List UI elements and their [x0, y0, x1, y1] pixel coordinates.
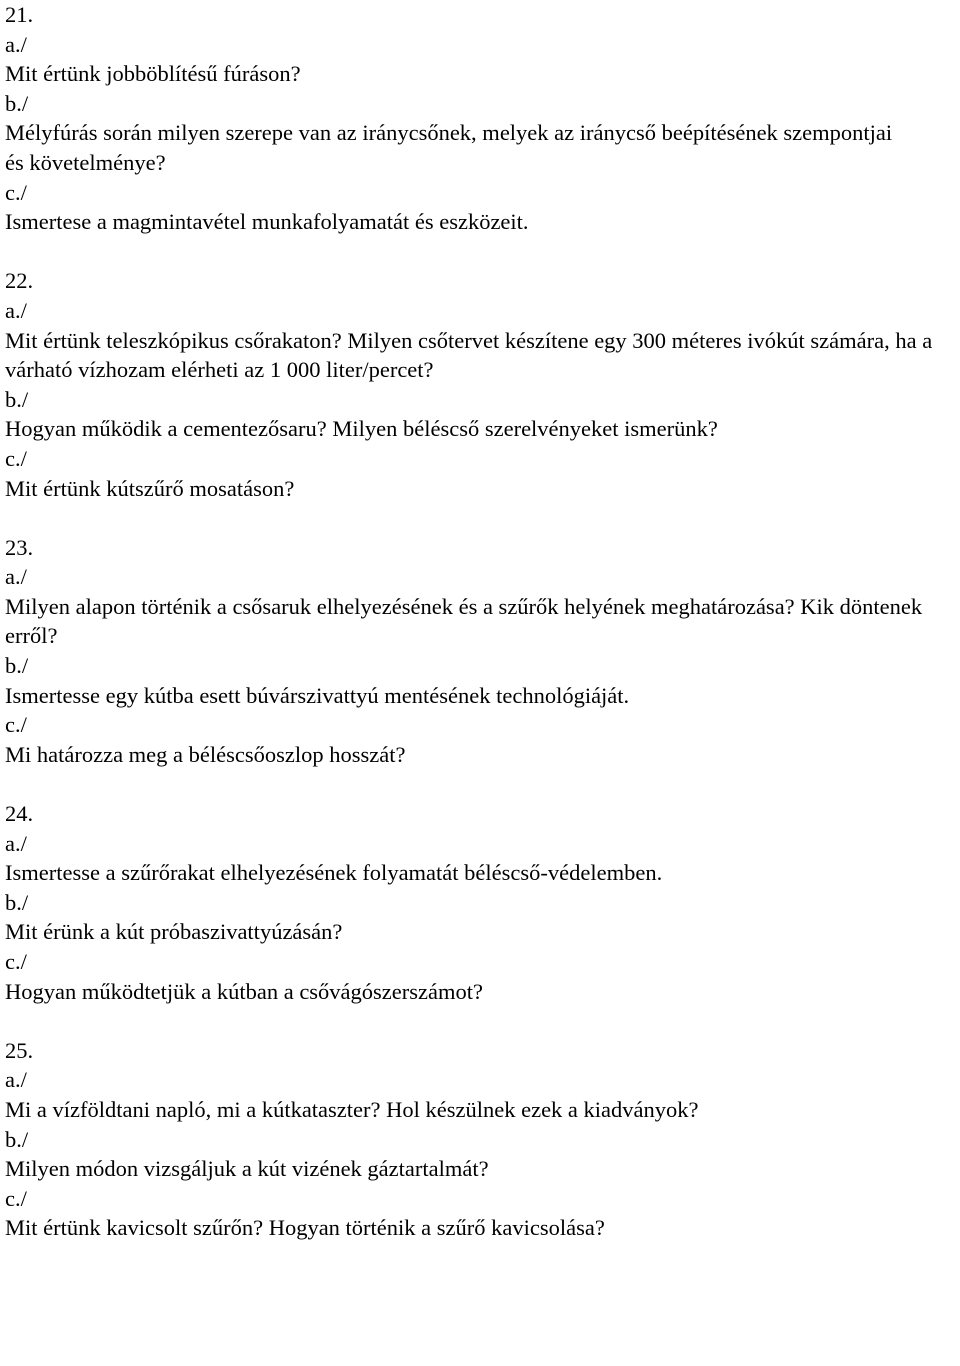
- part-text: Ismertesse a szűrőrakat elhelyezésének folyamatát béléscső-védelemben.: [5, 860, 663, 886]
- part-label: a./: [5, 31, 27, 57]
- part-text: Milyen alapon történik a csősaruk elhelyezésének és a szűrők helyének meghatározása? Kik döntenek erről?: [5, 593, 923, 649]
- part-text: Ismertesse egy kútba esett búvárszivattyú mentésének technológiáját.: [5, 682, 630, 708]
- part-label: b./: [5, 653, 29, 679]
- part-text: Mi a vízföldtani napló, mi a kútkataszter? Hol készülnek ezek a kiadványok?: [5, 1096, 699, 1122]
- part-text: Mélyfúrás során milyen szerepe van az iránycsőnek, melyek az iránycső beépítésének szempontjai és követelménye?: [5, 120, 893, 175]
- part-label: c./: [5, 949, 27, 974]
- part-text: Mit értünk jobböblítésű fúráson?: [5, 61, 301, 87]
- part-label: a./: [5, 830, 27, 856]
- part-label: c./: [5, 712, 27, 738]
- question-block-21: [5, 0, 955, 237]
- part-label: b./: [5, 90, 29, 116]
- question-number: 25.: [5, 1037, 34, 1063]
- part-label: b./: [5, 386, 29, 412]
- part-label: b./: [5, 1126, 29, 1152]
- question-block-23: [5, 533, 955, 770]
- part-text: Mit értünk kavicsolt szűrőn? Hogyan történik a szűrő kavicsolása?: [5, 1215, 605, 1241]
- question-number: 23.: [5, 534, 34, 560]
- part-text: Mit értünk teleszkópikus csőrakaton? Milyen csőtervet készítene egy 300 méteres ivókút számára, ha a várható vízhozam elérheti az 1 000 liter/percet?: [5, 327, 933, 383]
- question-block-22: [5, 266, 955, 503]
- part-label: c./: [5, 179, 27, 205]
- part-label: a./: [5, 297, 27, 323]
- part-label: c./: [5, 1185, 27, 1211]
- part-label: a./: [5, 1067, 27, 1093]
- part-label: b./: [5, 889, 29, 915]
- part-text: Mit értünk kútszűrő mosatáson?: [5, 475, 295, 501]
- question-block-24: [5, 799, 955, 1006]
- question-block-25: [5, 1036, 955, 1243]
- question-number: 21.: [5, 2, 34, 27]
- part-text: Hogyan működik a cementezősaru? Milyen béléscső szerelvényeket ismerünk?: [5, 416, 718, 442]
- part-text: Milyen módon vizsgáljuk a kút vizének gáztartalmát?: [5, 1156, 489, 1182]
- part-label: c./: [5, 445, 27, 471]
- document-page: [5, 0, 955, 1243]
- part-text: Mi határozza meg a béléscsőoszlop hosszát?: [5, 741, 406, 767]
- part-text: Ismertese a magmintavétel munkafolyamatát és eszközeit.: [5, 209, 529, 235]
- part-label: a./: [5, 564, 27, 590]
- part-text: Mit érünk a kút próbaszivattyúzásán?: [5, 919, 343, 945]
- part-text: Hogyan működtetjük a kútban a csővágószerszámot?: [5, 978, 483, 1004]
- question-number: 24.: [5, 801, 34, 827]
- question-number: 22.: [5, 268, 34, 294]
